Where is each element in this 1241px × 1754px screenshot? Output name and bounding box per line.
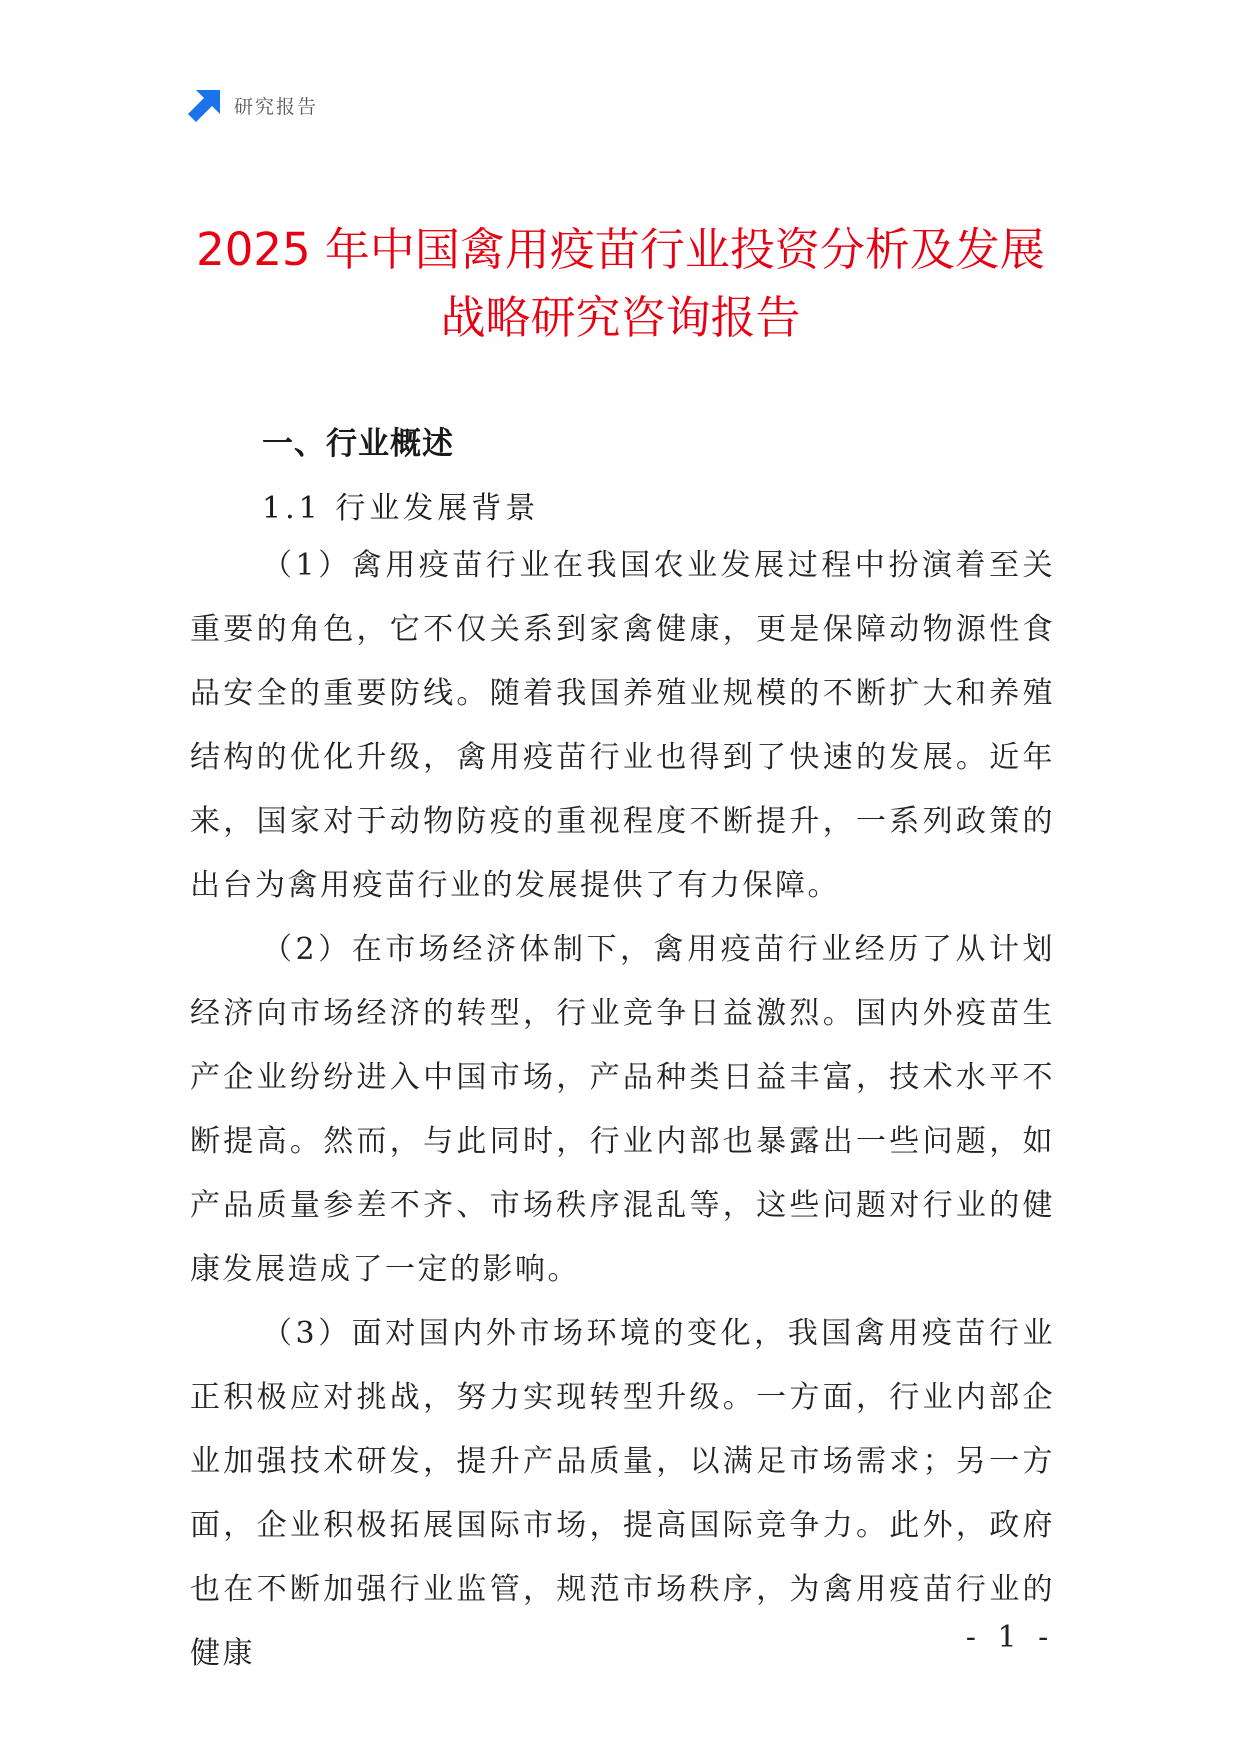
title-line-1: 2025 年中国禽用疫苗行业投资分析及发展 — [196, 223, 1045, 276]
title-line-2: 战略研究咨询报告 — [440, 291, 801, 344]
paragraph-2: （2）在市场经济体制下，禽用疫苗行业经历了从计划经济向市场经济的转型，行业竞争日益激烈。国内外疫苗生产企业纷纷进入中国市场，产品种类日益丰富，技术水平不断提高。然而，与此同时，行业内部也暴露出一些问题，如产品质量参差不齐、市场秩序混乱等，这些问题对行业的健康发展造成了一定的影响。 — [190, 932, 1055, 1287]
section-heading: 一、行业概述 — [262, 426, 454, 462]
paragraph-3: （3）面对国内外市场环境的变化，我国禽用疫苗行业正积极应对挑战，努力实现转型升级。一方面，行业内部企业加强技术研发，提升产品质量，以满足市场需求；另一方面，企业积极拓展国际市场，提高国际竞争力。此外，政府也在不断加强行业监管，规范市场秩序，为禽用疫苗行业的健康 — [190, 1316, 1055, 1671]
page-number: - 1 - — [965, 1620, 1055, 1655]
paragraph-1: （1）禽用疫苗行业在我国农业发展过程中扮演着至关重要的角色，它不仅关系到家禽健康，更是保障动物源性食品安全的重要防线。随着我国养殖业规模的不断扩大和养殖结构的优化升级，禽用疫苗行业也得到了快速的发展。近年来，国家对于动物防疫的重视程度不断提升，一系列政策的出台为禽用疫苗行业的发展提供了有力保障。 — [190, 548, 1055, 903]
report-header — [188, 88, 318, 122]
arrow-up-right-icon — [188, 88, 222, 122]
body-text — [190, 534, 1055, 1686]
subsection-heading: 1.1 行业发展背景 — [262, 491, 540, 526]
header-label: 研究报告 — [234, 95, 319, 118]
document-title — [150, 216, 1091, 352]
